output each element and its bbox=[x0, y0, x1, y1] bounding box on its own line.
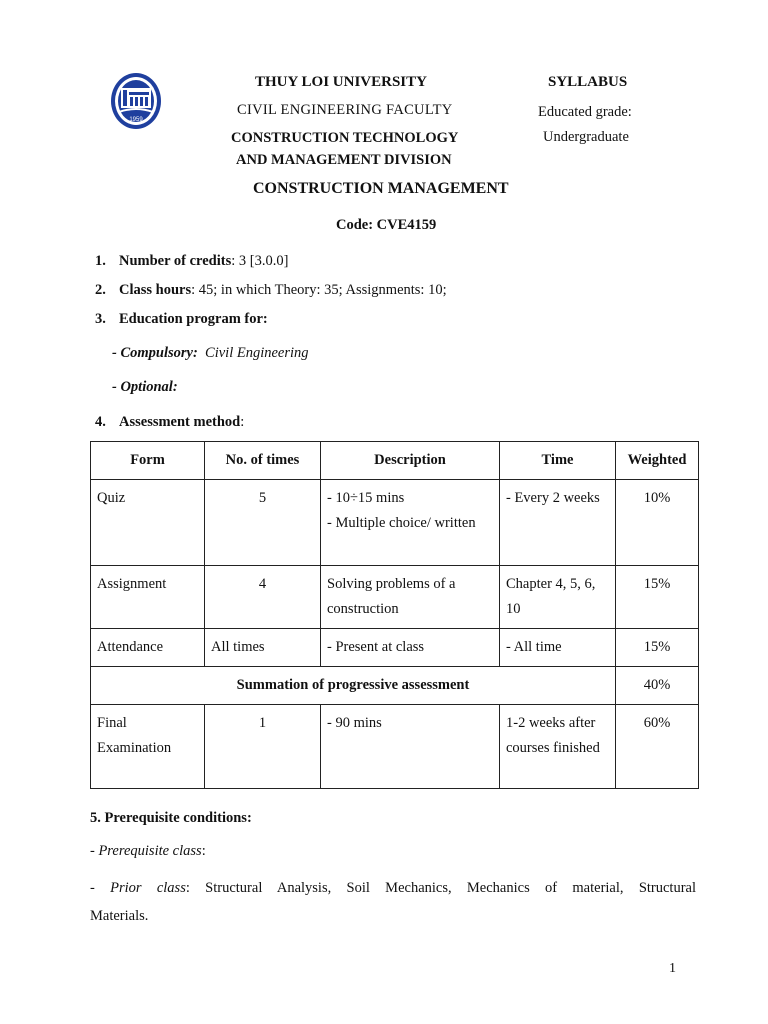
prior-class-line bbox=[90, 880, 696, 897]
cell-times: 5 bbox=[205, 480, 321, 566]
prerequisite-class-line bbox=[90, 843, 206, 860]
item-credits bbox=[95, 253, 288, 270]
logo-year: 1959 bbox=[129, 117, 143, 123]
cell-description: - 90 mins bbox=[321, 705, 500, 789]
division-line1: CONSTRUCTION TECHNOLOGY bbox=[231, 130, 459, 146]
cell-weight: 15% bbox=[616, 629, 699, 667]
header-form: Form bbox=[91, 442, 205, 480]
item-class-hours bbox=[95, 282, 447, 299]
optional-label: - Optional: bbox=[112, 379, 178, 395]
cell-time: - Every 2 weeks bbox=[500, 480, 616, 566]
prior-class-label: - Prior class bbox=[90, 880, 186, 896]
compulsory-line bbox=[112, 345, 309, 362]
syllabus-label: SYLLABUS bbox=[548, 74, 628, 90]
item-assessment-method bbox=[95, 414, 244, 431]
grade-label: Educated grade: bbox=[538, 104, 632, 120]
compulsory-label: - Compulsory: bbox=[112, 345, 198, 361]
summary-weight: 40% bbox=[616, 667, 699, 705]
faculty-name: CIVIL ENGINEERING FACULTY bbox=[237, 102, 453, 118]
page-number: 1 bbox=[669, 961, 676, 976]
item-label: Assessment method bbox=[119, 414, 241, 430]
cell-times: 4 bbox=[205, 566, 321, 629]
item-number: 1. bbox=[95, 253, 106, 269]
table-row bbox=[91, 566, 699, 629]
compulsory-value: Civil Engineering bbox=[205, 345, 309, 361]
cell-description bbox=[321, 480, 500, 566]
item-education-program bbox=[95, 311, 268, 328]
division-line2: AND MANAGEMENT DIVISION bbox=[236, 152, 452, 168]
item-number: 4. bbox=[95, 414, 106, 430]
cell-description: Solving problems of a construction bbox=[321, 566, 500, 629]
item-number: 2. bbox=[95, 282, 106, 298]
table-row bbox=[91, 629, 699, 667]
cell-form: Final Examination bbox=[91, 705, 205, 789]
university-name: THUY LOI UNIVERSITY bbox=[255, 74, 427, 90]
cell-weight: 60% bbox=[616, 705, 699, 789]
prior-class-line2: Materials. bbox=[90, 908, 149, 924]
cell-weight: 10% bbox=[616, 480, 699, 566]
summary-label: Summation of progressive assessment bbox=[91, 667, 616, 705]
cell-time: - All time bbox=[500, 629, 616, 667]
course-code: Code: CVE4159 bbox=[336, 217, 437, 233]
desc-line: - 10÷15 mins bbox=[327, 490, 405, 506]
item-label: Education program for: bbox=[119, 311, 268, 327]
header-time: Time bbox=[500, 442, 616, 480]
cell-times: 1 bbox=[205, 705, 321, 789]
cell-weight: 15% bbox=[616, 566, 699, 629]
cell-form: Attendance bbox=[91, 629, 205, 667]
header-description: Description bbox=[321, 442, 500, 480]
cell-time: 1-2 weeks after courses finished bbox=[500, 705, 616, 789]
cell-description: - Present at class bbox=[321, 629, 500, 667]
cell-times: All times bbox=[205, 629, 321, 667]
item-label: Class hours bbox=[119, 282, 192, 298]
prerequisite-colon: : bbox=[201, 843, 206, 859]
cell-time: Chapter 4, 5, 6, 10 bbox=[500, 566, 616, 629]
header-times: No. of times bbox=[205, 442, 321, 480]
item-number: 3. bbox=[95, 311, 106, 327]
header-weighted: Weighted bbox=[616, 442, 699, 480]
university-logo-icon bbox=[110, 72, 162, 130]
item-label: Number of credits bbox=[119, 253, 232, 269]
course-title: CONSTRUCTION MANAGEMENT bbox=[253, 180, 509, 197]
item-value: : 45; in which Theory: 35; Assignments: 10; bbox=[191, 282, 447, 298]
prior-class-value: : Structural Analysis, Soil Mechanics, Mechanics of material, Structural bbox=[185, 880, 696, 896]
cell-form: Assignment bbox=[91, 566, 205, 629]
item-value: : 3 [3.0.0] bbox=[231, 253, 289, 269]
cell-form: Quiz bbox=[91, 480, 205, 566]
assessment-table bbox=[90, 441, 699, 789]
prerequisite-heading: 5. Prerequisite conditions: bbox=[90, 810, 252, 826]
grade-value: Undergraduate bbox=[543, 129, 629, 145]
table-header-row bbox=[91, 442, 699, 480]
table-summary-row bbox=[91, 667, 699, 705]
desc-line: - Multiple choice/ written bbox=[327, 515, 476, 531]
table-row bbox=[91, 480, 699, 566]
item-colon: : bbox=[240, 414, 245, 430]
prerequisite-class-label: - Prerequisite class bbox=[90, 843, 202, 859]
table-row bbox=[91, 705, 699, 789]
